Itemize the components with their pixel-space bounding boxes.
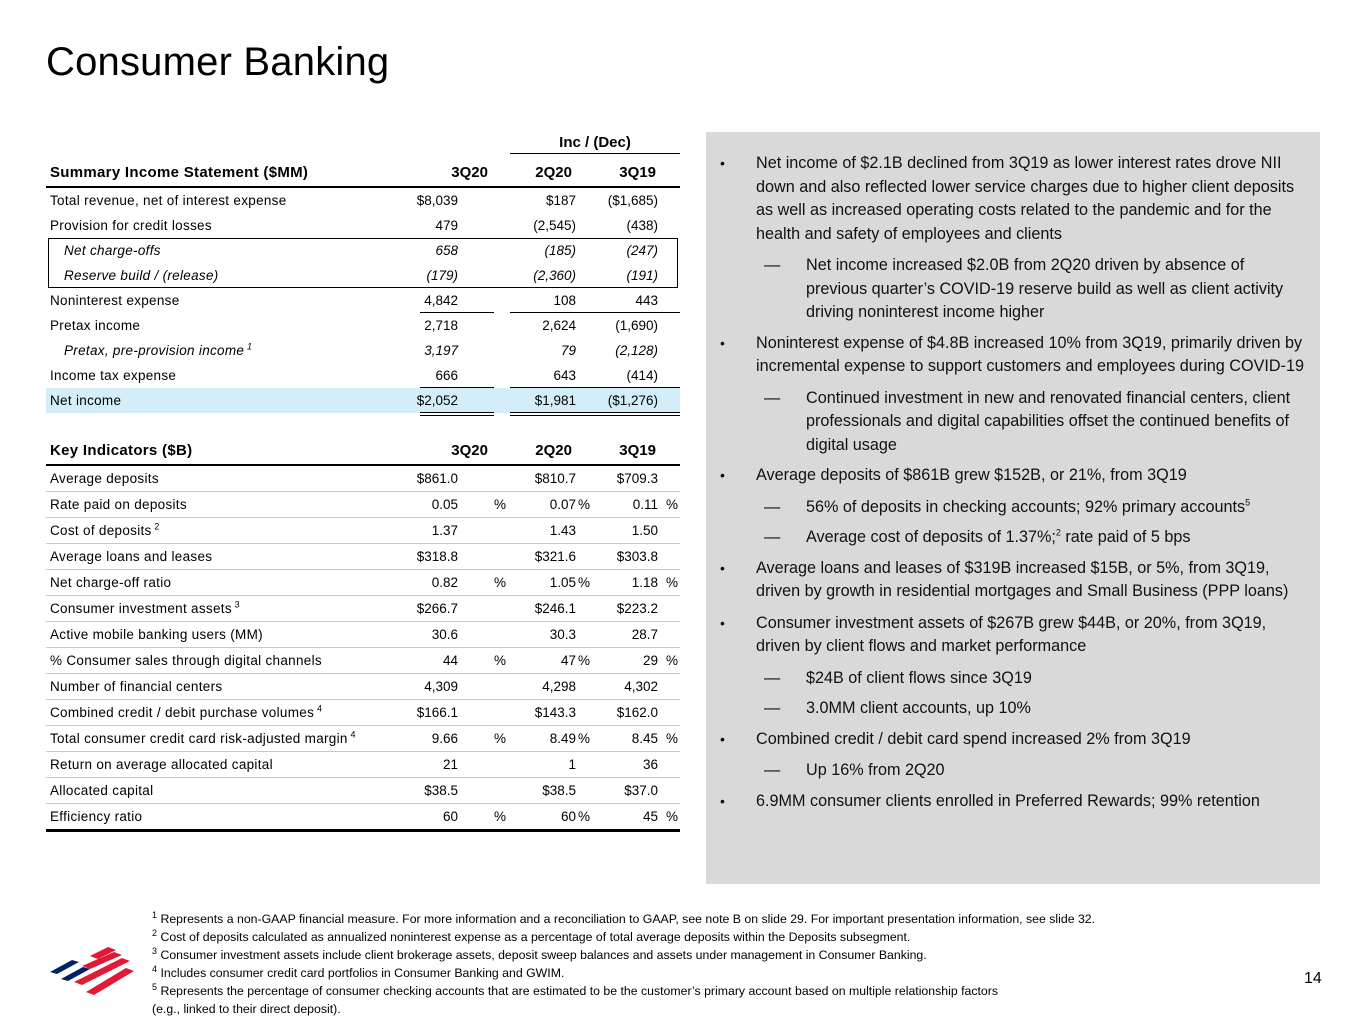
dash-icon: — <box>764 761 781 779</box>
dash-icon: — <box>764 699 781 717</box>
header-col-3q20: 3Q20 <box>451 442 488 459</box>
cell-2q20: 1.43 <box>549 523 576 538</box>
cell-3q19: $303.8 <box>616 549 658 564</box>
commentary-panel <box>706 132 1320 884</box>
key-indicator-row <box>46 778 680 804</box>
cell-3q20: 2,718 <box>424 318 458 333</box>
row-label: Provision for credit losses <box>50 218 212 233</box>
dash-icon: — <box>764 256 781 274</box>
cell-3q19: 28.7 <box>631 627 658 642</box>
footnote <box>152 982 1252 1000</box>
cell-3q20: $861.0 <box>416 471 458 486</box>
row-label: Net income <box>50 393 122 408</box>
cell-2q20: (2,545) <box>533 218 576 233</box>
key-indicator-row <box>46 804 680 832</box>
footnote-ref: 2 <box>1055 527 1061 538</box>
cell-2q20: $143.3 <box>534 705 576 720</box>
total-double-rule <box>510 412 680 416</box>
cell-3q20: $266.7 <box>416 601 458 616</box>
cell-2q20: 30.3 <box>549 627 576 642</box>
cell-2q20: 47 <box>560 653 576 668</box>
footnote-number: 5 <box>152 981 158 992</box>
cell-2q20: $1,981 <box>534 393 576 408</box>
footnote-number: 4 <box>152 963 158 974</box>
commentary-bullet <box>706 790 1306 814</box>
cell-2q20: $38.5 <box>542 783 576 798</box>
footnote-text: Represents a non-GAAP financial measure. For more information and a reconciliation to GAAP, see note B on slide 29. For important presentation information, see slide 32. <box>160 912 1096 926</box>
header-label: Summary Income Statement ($MM) <box>50 164 309 181</box>
key-indicator-row <box>46 752 680 778</box>
key-indicator-row <box>46 596 680 622</box>
key-indicator-row <box>46 726 680 752</box>
cell-3q19: ($1,276) <box>607 393 658 408</box>
commentary-bullet <box>706 612 1306 659</box>
row-label: Net charge-off ratio <box>50 575 172 590</box>
header-col-2q20: 2Q20 <box>535 164 572 181</box>
cell-3q20: 4,309 <box>424 679 458 694</box>
bullet-icon: • <box>720 730 725 747</box>
row-label: Average deposits <box>50 471 159 486</box>
cell-2q20: 108 <box>553 293 576 308</box>
cell-3q19: 443 <box>635 293 658 308</box>
cell-2q20: $321.6 <box>534 549 576 564</box>
income-statement-row <box>46 388 680 413</box>
footnote-number: 2 <box>152 927 158 938</box>
page-title: Consumer Banking <box>46 40 390 84</box>
cell-3q20: $38.5 <box>424 783 458 798</box>
row-label: Average loans and leases <box>50 549 213 564</box>
commentary-bullet <box>706 152 1306 246</box>
percent-sign: % <box>577 497 590 512</box>
cell-3q20: 9.66 <box>431 731 458 746</box>
footnote-ref: 5 <box>1245 497 1251 508</box>
bullet-text: Net income of $2.1B declined from 3Q19 as lower interest rates drove NII down and also reflected lower service charges due to higher client deposits as well as increased operating costs related to the pandemic and for the health and safety of employees and clients <box>756 154 1295 243</box>
commentary-sub-bullet <box>706 387 1306 458</box>
bullet-text: Combined credit / debit card spend increased 2% from 3Q19 <box>756 729 1191 748</box>
percent-sign: % <box>493 653 506 668</box>
dash-icon: — <box>764 668 781 687</box>
commentary-bullet <box>706 464 1306 488</box>
bullet-text: 3.0MM client accounts, up 10% <box>806 699 1031 717</box>
header-col-3q19: 3Q19 <box>619 442 656 459</box>
cell-2q20: 1 <box>568 757 576 772</box>
row-label: Cost of deposits $^2$ <box>50 521 160 538</box>
footnote-text: (e.g., linked to their direct deposit). <box>152 1002 341 1016</box>
cell-3q19: (191) <box>626 268 658 283</box>
cell-3q19: 29 <box>642 653 658 668</box>
percent-sign: % <box>493 575 506 590</box>
provision-detail-box <box>48 238 678 288</box>
key-indicator-row <box>46 674 680 700</box>
row-label: Allocated capital <box>50 783 154 798</box>
commentary-sub-bullet <box>706 526 1306 550</box>
percent-sign: % <box>493 809 506 824</box>
footnote <box>152 1000 1252 1018</box>
cell-2q20: 0.07 <box>549 497 576 512</box>
cell-3q19: 4,302 <box>624 679 658 694</box>
commentary-sub-bullet <box>706 496 1306 520</box>
bullet-icon: • <box>720 467 725 483</box>
row-label: Net charge-offs <box>64 243 161 258</box>
cell-2q20: (2,360) <box>533 268 576 283</box>
footnote <box>152 928 1252 946</box>
inc-dec-group-header: Inc / (Dec) <box>510 134 680 154</box>
bullet-text: Average loans and leases of $319B increased $15B, or 5%, from 3Q19, driven by growth in residential mortgages and Small Business (PPP loans) <box>756 558 1289 600</box>
cell-3q20: 44 <box>442 653 458 668</box>
income-statement-row <box>46 313 680 338</box>
footnote-ref: 3 <box>231 599 240 610</box>
dash-icon: — <box>764 388 781 407</box>
key-indicator-row <box>46 544 680 570</box>
footnote <box>152 910 1252 928</box>
percent-sign: % <box>665 731 678 746</box>
cell-3q20: 4,842 <box>424 293 458 308</box>
row-label: Reserve build / (release) <box>64 268 219 283</box>
cell-3q20: $166.1 <box>416 705 458 720</box>
commentary-bullet <box>706 332 1306 379</box>
footnote <box>152 964 1252 982</box>
bullet-text: 6.9MM consumer clients enrolled in Preferred Rewards; 99% retention <box>756 791 1260 810</box>
cell-3q19: 45 <box>642 809 658 824</box>
key-indicator-row <box>46 492 680 518</box>
cell-3q19: $162.0 <box>616 705 658 720</box>
income-statement-rows <box>46 188 680 413</box>
cell-3q19: $37.0 <box>624 783 658 798</box>
footnote-text: Consumer investment assets include client brokerage assets, deposit sweep balances and assets under management in Consumer Banking. <box>160 948 927 962</box>
bullet-text: Consumer investment assets of $267B grew $44B, or 20%, from 3Q19, driven by client flows and market performance <box>756 613 1267 655</box>
bullet-text: Up 16% from 2Q20 <box>806 761 945 779</box>
key-indicator-row <box>46 518 680 544</box>
cell-3q19: 36 <box>642 757 658 772</box>
cell-3q19: (247) <box>626 243 658 258</box>
key-indicator-row <box>46 622 680 648</box>
key-indicators-rows <box>46 466 680 832</box>
bullet-icon: • <box>720 559 725 576</box>
page-number: 14 <box>1304 970 1322 987</box>
footnote <box>152 946 1252 964</box>
bullet-icon: • <box>720 334 725 351</box>
footnote-text: Represents the percentage of consumer checking accounts that are estimated to be the customer’s primary account based on multiple relationship factors <box>160 984 998 998</box>
cell-3q19: 8.45 <box>631 731 658 746</box>
income-statement-row <box>46 363 680 388</box>
subtotal-rule <box>510 312 680 313</box>
cell-3q19: 1.18 <box>631 575 658 590</box>
income-statement-row <box>46 288 680 313</box>
footnote-text: Cost of deposits calculated as annualized noninterest expense as a percentage of total average deposits within the Deposits subsegment. <box>160 930 911 944</box>
commentary-sub-bullet <box>706 254 1306 325</box>
percent-sign: % <box>577 653 590 668</box>
dash-icon: — <box>764 497 781 516</box>
cell-2q20: 1.05 <box>549 575 576 590</box>
cell-2q20: 4,298 <box>542 679 576 694</box>
cell-2q20: $810.7 <box>534 471 576 486</box>
income-statement-row <box>46 338 680 363</box>
row-label: % Consumer sales through digital channels <box>50 653 322 668</box>
row-label: Income tax expense <box>50 368 177 383</box>
cell-3q20: 658 <box>435 243 458 258</box>
percent-sign: % <box>577 731 590 746</box>
bullet-icon: • <box>720 155 725 171</box>
cell-3q19: (2,128) <box>615 343 658 358</box>
cell-3q19: ($1,685) <box>607 193 658 208</box>
percent-sign: % <box>665 809 678 824</box>
commentary-bullet <box>706 728 1306 752</box>
row-label: Total revenue, net of interest expense <box>50 193 287 208</box>
commentary-sub-bullet <box>706 667 1306 691</box>
footnote-ref: 4 <box>347 729 356 740</box>
footnote-text: Includes consumer credit card portfolios in Consumer Banking and GWIM. <box>160 966 565 980</box>
commentary-sub-bullet <box>706 759 1306 783</box>
header-col-2q20: 2Q20 <box>535 442 572 459</box>
row-label: Pretax, pre-provision income $^1$ <box>64 341 253 358</box>
cell-3q19: (1,690) <box>615 318 658 333</box>
percent-sign: % <box>665 497 678 512</box>
bullet-text: Noninterest expense of $4.8B increased 10% from 3Q19, primarily driven by incremental expense to support customers and employees during COVID-19 <box>756 333 1304 375</box>
cell-3q19: $709.3 <box>616 471 658 486</box>
bullet-text: Continued investment in new and renovated financial centers, client professionals and digital capabilities offset the continued benefits of digital usage <box>806 388 1291 454</box>
percent-sign: % <box>665 575 678 590</box>
cell-2q20: 60 <box>560 809 576 824</box>
subtotal-rule <box>420 312 494 313</box>
cell-2q20: 79 <box>560 343 576 358</box>
cell-3q20: 1.37 <box>431 523 458 538</box>
income-statement-row <box>46 188 680 213</box>
bullet-text: 56% of deposits in checking accounts; 92% primary accounts <box>806 497 1246 516</box>
cell-3q19: 0.11 <box>632 497 658 512</box>
cell-3q20: 30.6 <box>431 627 458 642</box>
cell-3q19: $223.2 <box>616 601 658 616</box>
key-indicator-row <box>46 700 680 726</box>
key-indicators-header <box>46 437 680 466</box>
cell-2q20: 2,624 <box>542 318 576 333</box>
cell-3q20: 3,197 <box>424 343 458 358</box>
percent-sign: % <box>665 653 678 668</box>
header-col-3q20: 3Q20 <box>451 164 488 181</box>
bank-flag-logo-icon <box>46 942 136 998</box>
cell-2q20: $187 <box>545 193 576 208</box>
bullet-icon: • <box>720 614 725 631</box>
dash-icon: — <box>764 528 781 546</box>
row-label: Consumer investment assets $^3$ <box>50 599 240 616</box>
footnote-ref: 2 <box>151 521 160 532</box>
key-indicators-table <box>46 437 680 832</box>
cell-3q20: 60 <box>442 809 458 824</box>
cell-3q19: (438) <box>626 218 658 233</box>
commentary-list <box>706 132 1320 813</box>
row-label: Total consumer credit card risk-adjusted margin $^4$ <box>50 729 356 746</box>
cell-3q20: $2,052 <box>416 393 458 408</box>
income-statement-header <box>46 160 680 188</box>
bullet-text: $24B of client flows since 3Q19 <box>806 668 1032 687</box>
income-statement-row <box>46 213 680 238</box>
row-label: Rate paid on deposits <box>50 497 187 512</box>
cell-3q20: 0.82 <box>431 575 458 590</box>
commentary-sub-bullet <box>706 697 1306 721</box>
footnotes <box>152 910 1252 1018</box>
subtotal-rule <box>510 387 680 388</box>
percent-sign: % <box>577 809 590 824</box>
key-indicator-row <box>46 648 680 674</box>
row-label: Combined credit / debit purchase volumes $^4$ <box>50 703 323 720</box>
footnote-ref: 1 <box>244 341 253 352</box>
percent-sign: % <box>493 497 506 512</box>
row-label: Active mobile banking users (MM) <box>50 627 263 642</box>
bullet-text: Average cost of deposits of 1.37%; <box>806 528 1056 546</box>
commentary-bullet <box>706 557 1306 604</box>
bullet-icon: • <box>720 792 725 809</box>
cell-3q20: 0.05 <box>431 497 458 512</box>
row-label: Pretax income <box>50 318 141 333</box>
header-label: Key Indicators ($B) <box>50 442 193 459</box>
row-label: Noninterest expense <box>50 293 180 308</box>
footnote-number: 1 <box>152 909 158 920</box>
percent-sign: % <box>493 731 506 746</box>
cell-2q20: 8.49 <box>549 731 576 746</box>
cell-3q20: 666 <box>435 368 458 383</box>
bullet-text-tail: rate paid of 5 bps <box>1060 528 1191 546</box>
footnote-ref: 4 <box>314 703 323 714</box>
header-col-3q19: 3Q19 <box>619 164 656 181</box>
cell-3q20: 21 <box>442 757 458 772</box>
cell-2q20: 643 <box>553 368 576 383</box>
bullet-text: Net income increased $2.0B from 2Q20 driven by absence of previous quarter’s COVID-19 reserve build as well as client activity driving noninterest income higher <box>806 256 1284 321</box>
cell-2q20: $246.1 <box>534 601 576 616</box>
percent-sign: % <box>577 575 590 590</box>
cell-3q20: $8,039 <box>416 193 458 208</box>
cell-3q20: (179) <box>426 268 458 283</box>
total-double-rule <box>420 412 494 416</box>
row-label: Return on average allocated capital <box>50 757 273 772</box>
cell-3q20: 479 <box>435 218 458 233</box>
cell-2q20: (185) <box>544 243 576 258</box>
cell-3q20: $318.8 <box>416 549 458 564</box>
cell-3q19: (414) <box>626 368 658 383</box>
key-indicator-row <box>46 570 680 596</box>
footnote-number: 3 <box>152 945 158 956</box>
cell-3q19: 1.50 <box>631 523 658 538</box>
row-label: Number of financial centers <box>50 679 223 694</box>
bullet-text: Average deposits of $861B grew $152B, or 21%, from 3Q19 <box>756 466 1187 484</box>
key-indicator-row <box>46 466 680 492</box>
row-label: Efficiency ratio <box>50 809 143 824</box>
subtotal-rule <box>420 387 494 388</box>
